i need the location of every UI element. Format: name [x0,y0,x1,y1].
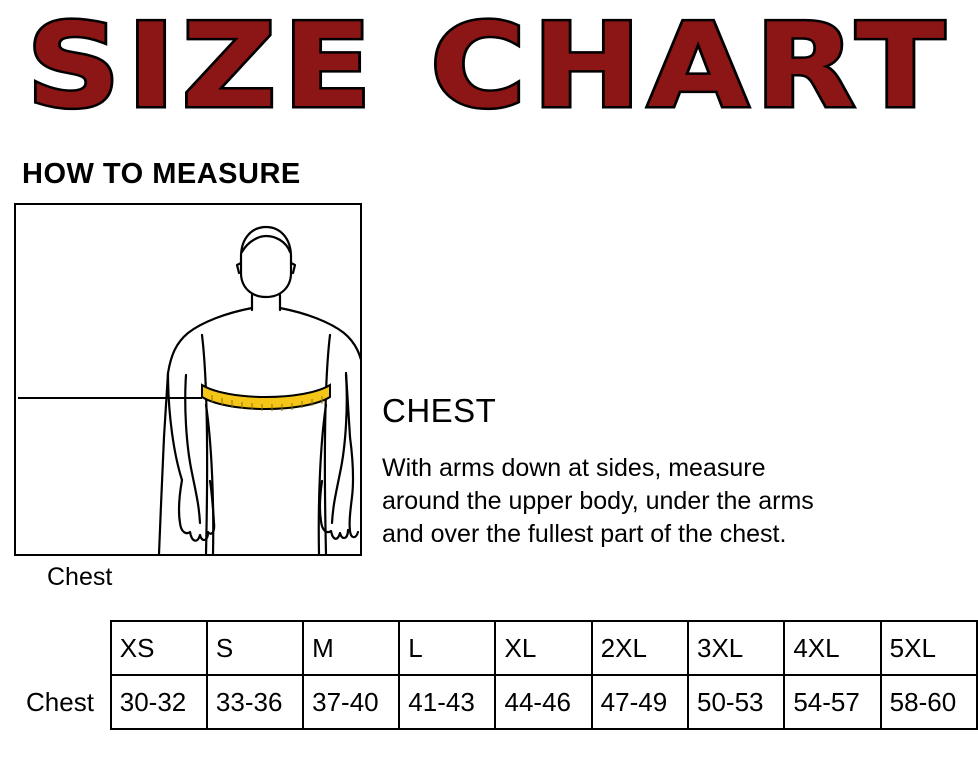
chest-value-2xl: 47-49 [592,675,688,729]
size-header-m: M [303,621,399,675]
body-figure-icon [16,205,360,554]
size-header-3xl: 3XL [688,621,784,675]
size-header-xs: XS [111,621,207,675]
chest-value-l: 41-43 [399,675,495,729]
table-row-header [14,621,977,675]
chest-value-xl: 44-46 [495,675,591,729]
chest-value-5xl: 58-60 [881,675,977,729]
chest-value-s: 33-36 [207,675,303,729]
page-title-banner [0,0,978,150]
how-to-measure-heading: HOW TO MEASURE [22,158,301,190]
size-header-l: L [399,621,495,675]
description-heading: CHEST [382,392,497,429]
description-line-1: With arms down at sides, measure [382,454,766,482]
table-row [14,675,977,729]
description-body [382,452,972,551]
chest-value-m: 37-40 [303,675,399,729]
chest-value-xs: 30-32 [111,675,207,729]
chest-value-4xl: 54-57 [784,675,880,729]
tape-measure-icon [202,385,330,411]
size-header-4xl: 4XL [784,621,880,675]
chest-value-3xl: 50-53 [688,675,784,729]
size-table-body [14,621,977,729]
measurement-diagram [14,203,362,591]
size-table [14,620,978,730]
row-label-chest: Chest [26,686,94,717]
table-corner-cell [14,621,111,675]
size-header-xl: XL [495,621,591,675]
size-header-5xl: 5XL [881,621,977,675]
page-title: SIZE CHART [26,0,952,134]
chest-diagram-label: Chest [44,563,115,592]
size-header-2xl: 2XL [592,621,688,675]
size-header-s: S [207,621,303,675]
description-line-3: and over the fullest part of the chest. [382,520,787,548]
description-line-2: around the upper body, under the arms [382,487,814,515]
